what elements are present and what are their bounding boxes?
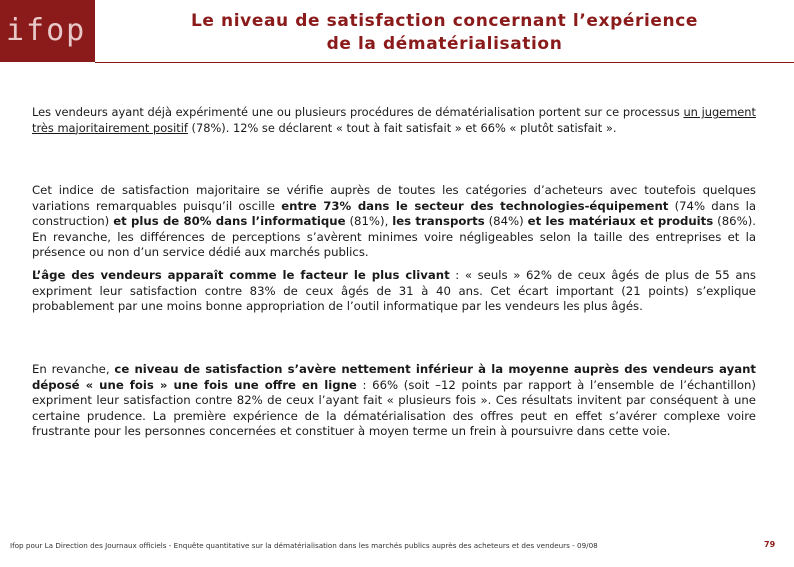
- p2-text-1: Cet indice de satisfaction majoritaire se vérifie auprès de toutes les catégories d’acheteurs avec toutefois quelques variations remarquables puisqu’il oscille: [32, 183, 756, 213]
- p4-text-2: : 66% (soit –12 points par rapport à l’ensemble de l’échantillon) expriment leur satisfaction contre 82% de ceux l’ayant fait « plusieurs fois ». Ces résultats invitent par conséquent à une certaine prudence. La première expérience de la dématérialisation des offres peut en effet s’avérer complexe voire frustrante pour les personnes concernées et constituer à moyen terme un frein à poursuivre dans cette voie.: [32, 377, 756, 438]
- page-title: [95, 10, 794, 56]
- p1-text-2: (78%). 12% se déclarent « tout à fait satisfait » et 66% « plutôt satisfait ».: [187, 120, 617, 135]
- page-number: 79: [764, 540, 776, 549]
- p3-text-1: : « seuls » 62% de ceux âgés de plus de 55 ans expriment leur satisfaction contre 83% de ceux âgés de 31 à 40 ans. Cet écart important (21 points) s’explique probablement par une moins bonne appropriation de l’outil informatique par les vendeurs les plus âgés.: [32, 268, 756, 313]
- logo-text: ifop: [6, 13, 87, 48]
- header-divider: [95, 62, 794, 63]
- paragraph-3: [32, 268, 756, 315]
- p2-bold-3: les transports: [392, 214, 485, 228]
- title-line-1: Le niveau de satisfaction concernant l’expérience: [190, 11, 699, 31]
- ifop-logo: [0, 0, 95, 62]
- paragraph-4: [32, 362, 756, 440]
- p2-bold-2: et plus de 80% dans l’informatique: [113, 214, 346, 228]
- title-line-2: de la dématérialisation: [326, 34, 563, 54]
- p4-bold-1: ce niveau de satisfaction s’avère nettement inférieur à la moyenne auprès des vendeurs ayant déposé « une fois » une fois une offre en ligne: [32, 362, 756, 392]
- p1-underlined: un jugement très majoritairement positif: [32, 105, 756, 135]
- footer-text: Ifop pour La Direction des Journaux officiels - Enquête quantitative sur la dématérialisation dans les marchés publics auprès des acheteurs et des vendeurs - 09/08: [10, 541, 598, 550]
- p2-text-2: (74% dans la construction): [32, 198, 756, 228]
- paragraph-1: [32, 105, 756, 136]
- paragraph-2: [32, 183, 756, 261]
- p2-text-3: (81%),: [345, 214, 393, 228]
- p1-text-1: Les vendeurs ayant déjà expérimenté une ou plusieurs procédures de dématérialisation portent sur ce processus: [32, 105, 684, 119]
- p2-text-5: (86%). En revanche, les différences de perceptions s’avèrent minimes voire négligeables selon la taille des entreprises et la présence ou non d’un service dédié aux marchés publics.: [32, 214, 756, 259]
- p2-bold-4: et les matériaux et produits: [527, 214, 714, 228]
- p4-text-1: En revanche,: [32, 362, 115, 376]
- p2-text-4: (84%): [484, 214, 528, 228]
- p2-bold-1: entre 73% dans le secteur des technologies-équipement: [281, 198, 669, 213]
- p3-bold-1: L’âge des vendeurs apparaît comme le facteur le plus clivant: [32, 268, 450, 282]
